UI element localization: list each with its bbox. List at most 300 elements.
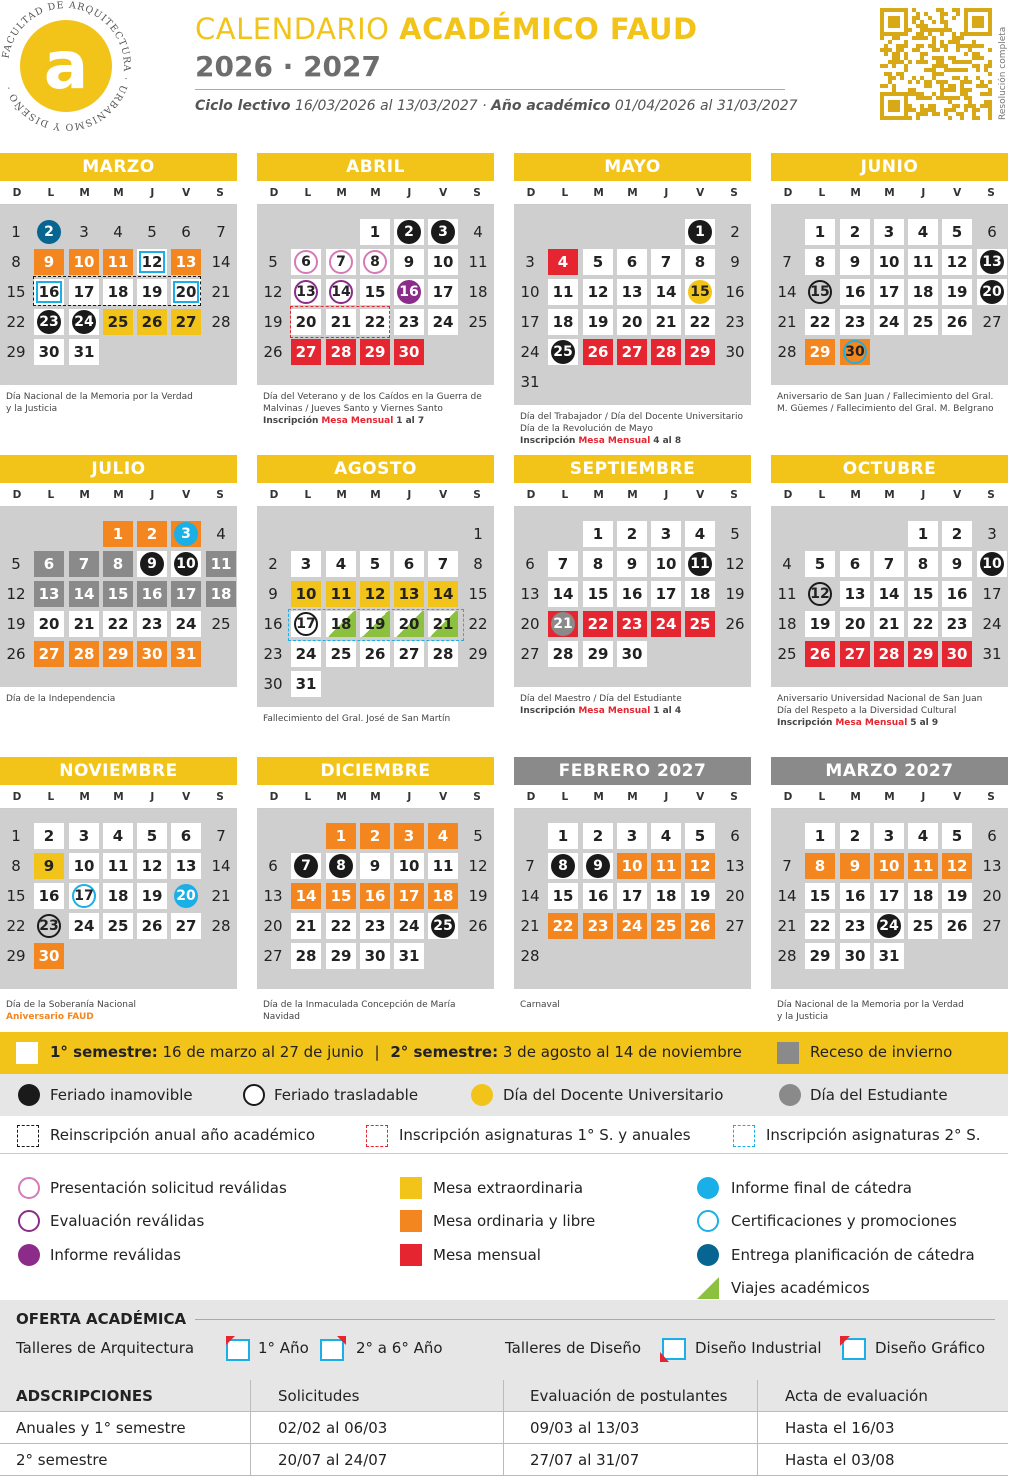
day-cell[interactable]: 17 <box>428 279 458 305</box>
day-cell[interactable]: 26 <box>685 913 715 939</box>
day-cell[interactable]: 21 <box>69 611 99 637</box>
day-cell[interactable] <box>394 279 424 305</box>
day-cell[interactable]: 30 <box>137 641 167 667</box>
day-cell[interactable] <box>34 913 64 939</box>
day-cell[interactable]: 3 <box>617 823 647 849</box>
day-cell[interactable]: 15 <box>103 581 133 607</box>
day-cell[interactable] <box>428 219 458 245</box>
day-cell[interactable]: 18 <box>103 279 133 305</box>
day-cell[interactable]: 15 <box>6 283 26 301</box>
day-cell[interactable]: 16 <box>840 883 870 909</box>
day-cell[interactable]: 19 <box>725 585 745 603</box>
day-cell[interactable] <box>874 913 904 939</box>
day-cell[interactable]: 15 <box>360 279 390 305</box>
day-cell[interactable]: 23 <box>137 611 167 637</box>
day-cell[interactable]: 28 <box>291 943 321 969</box>
day-cell[interactable] <box>394 219 424 245</box>
day-cell[interactable]: 23 <box>840 913 870 939</box>
day-cell[interactable]: 20 <box>982 887 1002 905</box>
day-cell[interactable] <box>291 853 321 879</box>
day-cell[interactable]: 29 <box>805 339 835 365</box>
day-cell[interactable] <box>428 913 458 939</box>
day-cell[interactable]: 12 <box>725 555 745 573</box>
day-cell[interactable]: 21 <box>651 309 681 335</box>
day-cell[interactable]: 6 <box>617 249 647 275</box>
day-cell[interactable]: 21 <box>428 611 458 637</box>
day-cell[interactable] <box>360 249 390 275</box>
qr-code-icon[interactable] <box>880 8 992 120</box>
day-cell[interactable]: 27 <box>171 309 201 335</box>
day-cell[interactable]: 22 <box>583 611 613 637</box>
day-cell[interactable]: 13 <box>394 581 424 607</box>
day-cell[interactable]: 29 <box>685 339 715 365</box>
day-cell[interactable] <box>548 853 578 879</box>
day-cell[interactable]: 29 <box>360 339 390 365</box>
day-cell[interactable]: 29 <box>6 343 26 361</box>
day-cell[interactable]: 10 <box>428 249 458 275</box>
day-cell[interactable]: 2 <box>268 555 278 573</box>
day-cell[interactable]: 1 <box>326 823 356 849</box>
day-cell[interactable] <box>685 551 715 577</box>
day-cell[interactable]: 2 <box>34 823 64 849</box>
day-cell[interactable]: 15 <box>908 581 938 607</box>
day-cell[interactable]: 20 <box>520 615 540 633</box>
day-cell[interactable] <box>548 339 578 365</box>
day-cell[interactable]: 31 <box>520 373 540 391</box>
day-cell[interactable]: 26 <box>942 913 972 939</box>
day-cell[interactable]: 23 <box>725 313 745 331</box>
day-cell[interactable]: 6 <box>840 551 870 577</box>
day-cell[interactable] <box>69 309 99 335</box>
day-cell[interactable] <box>326 279 356 305</box>
day-cell[interactable]: 27 <box>263 947 283 965</box>
day-cell[interactable]: 14 <box>211 253 231 271</box>
day-cell[interactable]: 4 <box>428 823 458 849</box>
day-cell[interactable]: 1 <box>805 823 835 849</box>
day-cell[interactable]: 15 <box>583 581 613 607</box>
day-cell[interactable]: 10 <box>874 249 904 275</box>
day-cell[interactable]: 24 <box>982 615 1002 633</box>
day-cell[interactable] <box>685 219 715 245</box>
day-cell[interactable]: 7 <box>216 223 226 241</box>
day-cell[interactable]: 12 <box>942 249 972 275</box>
day-cell[interactable]: 19 <box>685 883 715 909</box>
day-cell[interactable]: 6 <box>268 857 278 875</box>
day-cell[interactable]: 7 <box>428 551 458 577</box>
day-cell[interactable]: 28 <box>326 339 356 365</box>
day-cell[interactable]: 30 <box>360 943 390 969</box>
day-cell[interactable]: 18 <box>777 615 797 633</box>
day-cell[interactable]: 7 <box>216 827 226 845</box>
day-cell[interactable]: 21 <box>211 283 231 301</box>
day-cell[interactable]: 31 <box>982 645 1002 663</box>
day-cell[interactable]: 1 <box>11 223 21 241</box>
day-cell[interactable]: 21 <box>874 611 904 637</box>
day-cell[interactable]: 8 <box>103 551 133 577</box>
day-cell[interactable]: 30 <box>394 339 424 365</box>
day-cell[interactable]: 20 <box>725 887 745 905</box>
day-cell[interactable]: 30 <box>263 675 283 693</box>
day-cell[interactable]: 27 <box>291 339 321 365</box>
day-cell[interactable]: 18 <box>103 883 133 909</box>
day-cell[interactable]: 16 <box>942 581 972 607</box>
day-cell[interactable]: 29 <box>908 641 938 667</box>
day-cell[interactable]: 12 <box>263 283 283 301</box>
day-cell[interactable]: 22 <box>6 313 26 331</box>
day-cell[interactable]: 16 <box>840 279 870 305</box>
day-cell[interactable]: 9 <box>394 249 424 275</box>
day-cell[interactable]: 8 <box>908 551 938 577</box>
day-cell[interactable]: 21 <box>777 313 797 331</box>
day-cell[interactable]: 27 <box>171 913 201 939</box>
day-cell[interactable]: 16 <box>725 283 745 301</box>
day-cell[interactable]: 11 <box>548 279 578 305</box>
day-cell[interactable] <box>840 339 870 365</box>
day-cell[interactable] <box>291 611 321 637</box>
day-cell[interactable]: 6 <box>525 555 535 573</box>
day-cell[interactable]: 21 <box>291 913 321 939</box>
day-cell[interactable]: 10 <box>520 283 540 301</box>
day-cell[interactable]: 20 <box>291 309 321 335</box>
day-cell[interactable]: 4 <box>113 223 123 241</box>
day-cell[interactable]: 7 <box>69 551 99 577</box>
day-cell[interactable] <box>977 249 1007 275</box>
day-cell[interactable]: 4 <box>326 551 356 577</box>
day-cell[interactable]: 14 <box>291 883 321 909</box>
day-cell[interactable]: 8 <box>805 853 835 879</box>
day-cell[interactable]: 19 <box>137 279 167 305</box>
day-cell[interactable]: 7 <box>548 551 578 577</box>
day-cell[interactable]: 7 <box>874 551 904 577</box>
day-cell[interactable]: 12 <box>6 585 26 603</box>
day-cell[interactable]: 24 <box>651 611 681 637</box>
day-cell[interactable]: 31 <box>291 671 321 697</box>
day-cell[interactable]: 27 <box>982 313 1002 331</box>
day-cell[interactable]: 25 <box>326 641 356 667</box>
day-cell[interactable]: 27 <box>394 641 424 667</box>
day-cell[interactable]: 17 <box>874 279 904 305</box>
day-cell[interactable]: 9 <box>942 551 972 577</box>
day-cell[interactable]: 5 <box>942 823 972 849</box>
day-cell[interactable]: 26 <box>725 615 745 633</box>
day-cell[interactable]: 25 <box>777 645 797 663</box>
day-cell[interactable]: 25 <box>211 615 231 633</box>
day-cell[interactable]: 11 <box>428 853 458 879</box>
day-cell[interactable]: 7 <box>782 857 792 875</box>
day-cell[interactable]: 3 <box>291 551 321 577</box>
day-cell[interactable] <box>326 249 356 275</box>
day-cell[interactable] <box>34 309 64 335</box>
day-cell[interactable]: 24 <box>171 611 201 637</box>
day-cell[interactable]: 12 <box>137 853 167 879</box>
day-cell[interactable]: 13 <box>171 853 201 879</box>
day-cell[interactable]: 12 <box>942 853 972 879</box>
day-cell[interactable]: 28 <box>69 641 99 667</box>
day-cell[interactable]: 3 <box>987 525 997 543</box>
day-cell[interactable]: 11 <box>326 581 356 607</box>
day-cell[interactable]: 1 <box>11 827 21 845</box>
day-cell[interactable]: 17 <box>651 581 681 607</box>
day-cell[interactable]: 14 <box>874 581 904 607</box>
day-cell[interactable]: 27 <box>982 917 1002 935</box>
day-cell[interactable]: 26 <box>263 343 283 361</box>
day-cell[interactable] <box>685 279 715 305</box>
day-cell[interactable]: 15 <box>6 887 26 905</box>
day-cell[interactable]: 3 <box>874 219 904 245</box>
day-cell[interactable]: 31 <box>69 339 99 365</box>
day-cell[interactable]: 12 <box>137 249 167 275</box>
day-cell[interactable]: 25 <box>103 309 133 335</box>
day-cell[interactable]: 4 <box>908 219 938 245</box>
day-cell[interactable]: 19 <box>263 313 283 331</box>
day-cell[interactable]: 13 <box>34 581 64 607</box>
day-cell[interactable]: 17 <box>171 581 201 607</box>
day-cell[interactable]: 22 <box>548 913 578 939</box>
day-cell[interactable]: 24 <box>617 913 647 939</box>
day-cell[interactable]: 27 <box>840 641 870 667</box>
day-cell[interactable]: 19 <box>805 611 835 637</box>
day-cell[interactable]: 15 <box>548 883 578 909</box>
day-cell[interactable]: 22 <box>468 615 488 633</box>
day-cell[interactable]: 7 <box>651 249 681 275</box>
day-cell[interactable]: 19 <box>360 611 390 637</box>
day-cell[interactable]: 28 <box>777 947 797 965</box>
day-cell[interactable]: 9 <box>730 253 740 271</box>
day-cell[interactable]: 20 <box>171 279 201 305</box>
day-cell[interactable]: 9 <box>268 585 278 603</box>
day-cell[interactable]: 17 <box>874 883 904 909</box>
day-cell[interactable]: 16 <box>617 581 647 607</box>
day-cell[interactable] <box>171 551 201 577</box>
day-cell[interactable]: 5 <box>583 249 613 275</box>
day-cell[interactable]: 2 <box>840 219 870 245</box>
day-cell[interactable]: 18 <box>468 283 488 301</box>
day-cell[interactable]: 14 <box>777 283 797 301</box>
day-cell[interactable]: 5 <box>942 219 972 245</box>
day-cell[interactable]: 10 <box>69 853 99 879</box>
day-cell[interactable] <box>977 551 1007 577</box>
day-cell[interactable] <box>171 521 201 547</box>
day-cell[interactable]: 18 <box>326 611 356 637</box>
day-cell[interactable]: 3 <box>525 253 535 271</box>
day-cell[interactable]: 2 <box>583 823 613 849</box>
day-cell[interactable]: 23 <box>263 645 283 663</box>
day-cell[interactable]: 11 <box>777 585 797 603</box>
day-cell[interactable]: 8 <box>11 253 21 271</box>
day-cell[interactable]: 4 <box>782 555 792 573</box>
day-cell[interactable]: 19 <box>137 883 167 909</box>
day-cell[interactable]: 21 <box>326 309 356 335</box>
day-cell[interactable]: 11 <box>908 853 938 879</box>
day-cell[interactable]: 7 <box>782 253 792 271</box>
day-cell[interactable]: 3 <box>79 223 89 241</box>
day-cell[interactable]: 19 <box>583 309 613 335</box>
day-cell[interactable]: 24 <box>69 913 99 939</box>
day-cell[interactable]: 25 <box>468 313 488 331</box>
day-cell[interactable]: 19 <box>942 883 972 909</box>
day-cell[interactable]: 4 <box>908 823 938 849</box>
day-cell[interactable]: 6 <box>181 223 191 241</box>
day-cell[interactable]: 23 <box>617 611 647 637</box>
day-cell[interactable]: 10 <box>291 581 321 607</box>
day-cell[interactable]: 1 <box>360 219 390 245</box>
day-cell[interactable]: 5 <box>730 525 740 543</box>
day-cell[interactable] <box>805 279 835 305</box>
day-cell[interactable]: 9 <box>34 853 64 879</box>
day-cell[interactable]: 24 <box>520 343 540 361</box>
day-cell[interactable]: 11 <box>206 551 236 577</box>
day-cell[interactable]: 27 <box>520 645 540 663</box>
day-cell[interactable]: 18 <box>651 883 681 909</box>
day-cell[interactable]: 12 <box>685 853 715 879</box>
day-cell[interactable]: 2 <box>840 823 870 849</box>
day-cell[interactable]: 20 <box>394 611 424 637</box>
day-cell[interactable] <box>34 219 64 245</box>
day-cell[interactable]: 29 <box>583 641 613 667</box>
day-cell[interactable]: 13 <box>725 857 745 875</box>
day-cell[interactable]: 24 <box>874 309 904 335</box>
day-cell[interactable]: 22 <box>908 611 938 637</box>
day-cell[interactable]: 12 <box>583 279 613 305</box>
day-cell[interactable]: 14 <box>651 279 681 305</box>
day-cell[interactable]: 1 <box>583 521 613 547</box>
day-cell[interactable]: 18 <box>908 279 938 305</box>
day-cell[interactable]: 28 <box>428 641 458 667</box>
day-cell[interactable]: 23 <box>942 611 972 637</box>
day-cell[interactable]: 9 <box>360 853 390 879</box>
day-cell[interactable]: 14 <box>428 581 458 607</box>
day-cell[interactable]: 22 <box>685 309 715 335</box>
day-cell[interactable]: 6 <box>987 827 997 845</box>
day-cell[interactable]: 6 <box>730 827 740 845</box>
day-cell[interactable]: 22 <box>805 309 835 335</box>
day-cell[interactable]: 17 <box>69 279 99 305</box>
day-cell[interactable]: 20 <box>34 611 64 637</box>
day-cell[interactable]: 26 <box>805 641 835 667</box>
day-cell[interactable]: 20 <box>263 917 283 935</box>
day-cell[interactable]: 26 <box>942 309 972 335</box>
day-cell[interactable]: 28 <box>777 343 797 361</box>
day-cell[interactable]: 29 <box>326 943 356 969</box>
day-cell[interactable]: 28 <box>548 641 578 667</box>
day-cell[interactable]: 5 <box>137 823 167 849</box>
day-cell[interactable]: 5 <box>473 827 483 845</box>
day-cell[interactable]: 13 <box>982 857 1002 875</box>
day-cell[interactable]: 22 <box>326 913 356 939</box>
day-cell[interactable]: 4 <box>473 223 483 241</box>
day-cell[interactable]: 11 <box>103 249 133 275</box>
day-cell[interactable]: 21 <box>777 917 797 935</box>
day-cell[interactable] <box>583 853 613 879</box>
day-cell[interactable]: 28 <box>211 313 231 331</box>
day-cell[interactable]: 9 <box>840 249 870 275</box>
day-cell[interactable]: 17 <box>617 883 647 909</box>
day-cell[interactable]: 21 <box>211 887 231 905</box>
day-cell[interactable]: 25 <box>908 309 938 335</box>
day-cell[interactable]: 10 <box>874 853 904 879</box>
day-cell[interactable]: 15 <box>805 883 835 909</box>
day-cell[interactable]: 10 <box>394 853 424 879</box>
day-cell[interactable]: 5 <box>805 551 835 577</box>
day-cell[interactable]: 30 <box>840 943 870 969</box>
day-cell[interactable]: 1 <box>805 219 835 245</box>
day-cell[interactable]: 8 <box>805 249 835 275</box>
day-cell[interactable]: 19 <box>6 615 26 633</box>
day-cell[interactable]: 26 <box>6 645 26 663</box>
day-cell[interactable]: 17 <box>520 313 540 331</box>
day-cell[interactable]: 31 <box>394 943 424 969</box>
day-cell[interactable]: 8 <box>473 555 483 573</box>
day-cell[interactable]: 12 <box>468 857 488 875</box>
day-cell[interactable]: 14 <box>548 581 578 607</box>
day-cell[interactable]: 26 <box>360 641 390 667</box>
day-cell[interactable]: 26 <box>137 309 167 335</box>
day-cell[interactable]: 18 <box>428 883 458 909</box>
day-cell[interactable]: 17 <box>394 883 424 909</box>
day-cell[interactable]: 23 <box>394 309 424 335</box>
day-cell[interactable]: 16 <box>263 615 283 633</box>
day-cell[interactable]: 5 <box>685 823 715 849</box>
day-cell[interactable]: 25 <box>685 611 715 637</box>
day-cell[interactable]: 2 <box>137 521 167 547</box>
day-cell[interactable]: 23 <box>360 913 390 939</box>
day-cell[interactable]: 30 <box>617 641 647 667</box>
day-cell[interactable]: 29 <box>103 641 133 667</box>
day-cell[interactable]: 20 <box>840 611 870 637</box>
day-cell[interactable]: 14 <box>777 887 797 905</box>
day-cell[interactable]: 11 <box>651 853 681 879</box>
day-cell[interactable]: 20 <box>617 309 647 335</box>
day-cell[interactable]: 6 <box>987 223 997 241</box>
day-cell[interactable]: 10 <box>617 853 647 879</box>
day-cell[interactable]: 5 <box>268 253 278 271</box>
day-cell[interactable] <box>69 883 99 909</box>
day-cell[interactable]: 3 <box>394 823 424 849</box>
day-cell[interactable]: 1 <box>473 525 483 543</box>
day-cell[interactable] <box>171 883 201 909</box>
day-cell[interactable] <box>291 249 321 275</box>
day-cell[interactable]: 27 <box>34 641 64 667</box>
day-cell[interactable]: 28 <box>211 917 231 935</box>
day-cell[interactable] <box>326 853 356 879</box>
day-cell[interactable]: 28 <box>651 339 681 365</box>
day-cell[interactable]: 27 <box>617 339 647 365</box>
day-cell[interactable]: 16 <box>583 883 613 909</box>
day-cell[interactable]: 30 <box>34 943 64 969</box>
day-cell[interactable]: 30 <box>34 339 64 365</box>
day-cell[interactable]: 31 <box>874 943 904 969</box>
day-cell[interactable]: 26 <box>468 917 488 935</box>
day-cell[interactable]: 22 <box>6 917 26 935</box>
day-cell[interactable]: 15 <box>326 883 356 909</box>
day-cell[interactable]: 4 <box>103 823 133 849</box>
day-cell[interactable]: 13 <box>840 581 870 607</box>
day-cell[interactable]: 16 <box>360 883 390 909</box>
day-cell[interactable]: 4 <box>548 249 578 275</box>
day-cell[interactable]: 26 <box>137 913 167 939</box>
day-cell[interactable]: 18 <box>548 309 578 335</box>
day-cell[interactable]: 10 <box>651 551 681 577</box>
day-cell[interactable]: 7 <box>525 857 535 875</box>
day-cell[interactable]: 21 <box>520 917 540 935</box>
day-cell[interactable]: 18 <box>206 581 236 607</box>
day-cell[interactable]: 29 <box>468 645 488 663</box>
day-cell[interactable]: 14 <box>211 857 231 875</box>
day-cell[interactable]: 8 <box>11 857 21 875</box>
day-cell[interactable]: 12 <box>360 581 390 607</box>
day-cell[interactable]: 16 <box>34 883 64 909</box>
day-cell[interactable]: 13 <box>617 279 647 305</box>
